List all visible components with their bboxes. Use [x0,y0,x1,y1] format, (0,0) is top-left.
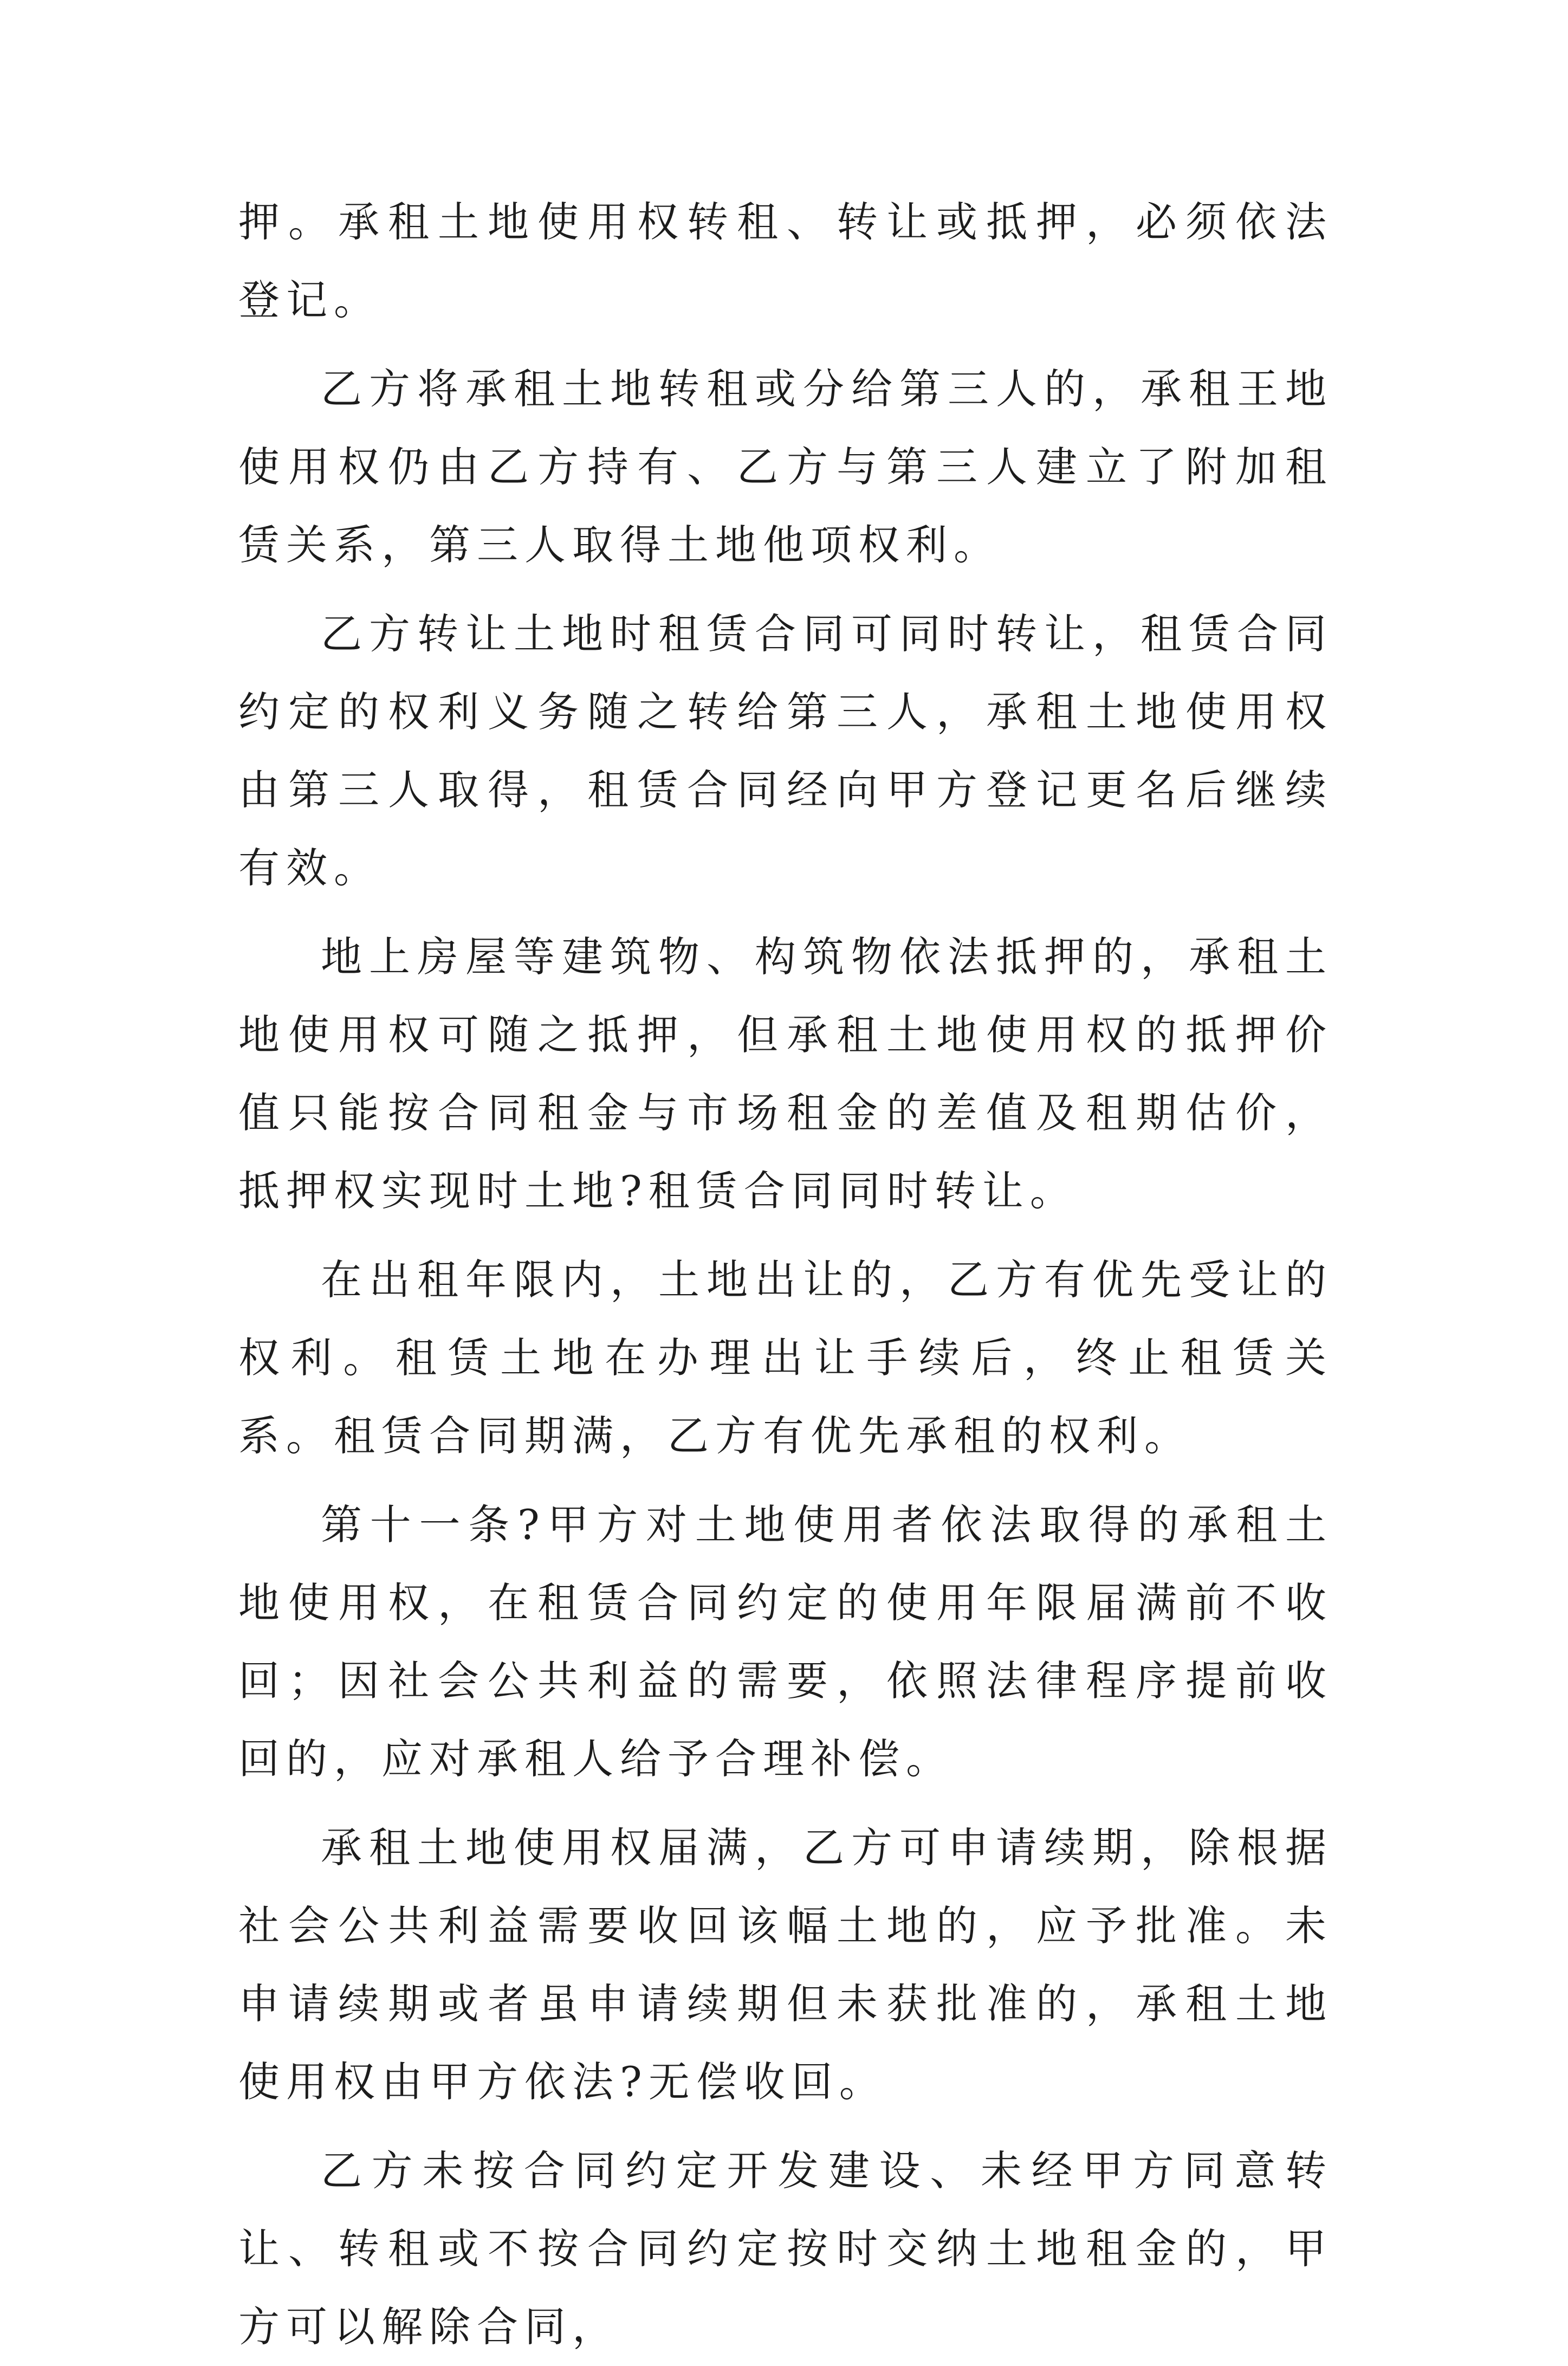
document-body [238,183,1333,2366]
paragraph-continued: 押。承租土地使用权转租、转让或抵押，必须依法登记。 [238,198,1333,324]
paragraph-priority-rights: 在出租年限内，土地出让的，乙方有优先受让的权利。租赁土地在办理出让手续后，终止租赁关系。租赁合同期满，乙方有优先承租的权利。 [238,1256,1333,1460]
paragraph-transfer: 乙方转让土地时租赁合同可同时转让，租赁合同约定的权利义务随之转给第三人，承租土地使用权由第三人取得，租赁合同经向甲方登记更名后继续有效。 [238,610,1333,892]
paragraph-mortgage: 地上房屋等建筑物、构筑物依法抵押的，承租土地使用权可随之抵押，但承租土地使用权的抵押价值只能按合同租金与市场租金的差值及租期估价，抵押权实现时土地?租赁合同同时转让。 [238,933,1333,1215]
paragraph-termination: 乙方未按合同约定开发建设、未经甲方同意转让、转租或不按合同约定按时交纳土地租金的，甲方可以解除合同， [238,2147,1333,2351]
paragraph-article-11: 第十一条?甲方对土地使用者依法取得的承租土地使用权，在租赁合同约定的使用年限届满前不收回；因社会公共利益的需要，依照法律程序提前收回的，应对承租人给予合理补偿。 [238,1501,1333,1783]
paragraph-sublease: 乙方将承租土地转租或分给第三人的，承租王地使用权仍由乙方持有、乙方与第三人建立了附加租赁关系，第三人取得土地他项权利。 [238,365,1333,569]
paragraph-renewal: 承租土地使用权届满，乙方可申请续期，除根据社会公共利益需要收回该幅土地的，应予批准。未申请续期或者虽申请续期但未获批准的，承租土地使用权由甲方依法?无偿收回。 [238,1824,1333,2106]
